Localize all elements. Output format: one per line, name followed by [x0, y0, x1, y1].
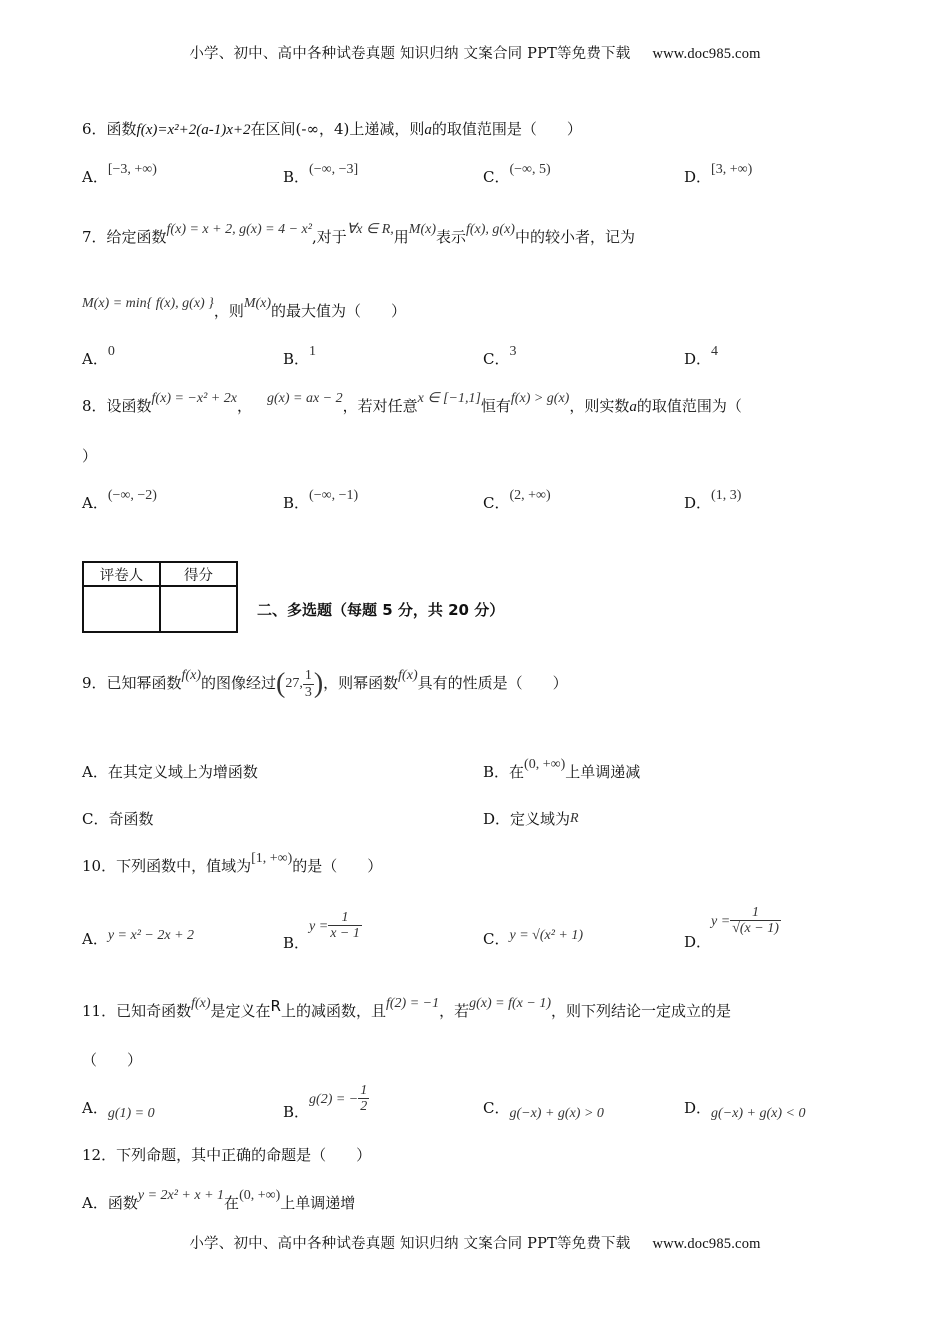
q11-option-a[interactable] [82, 1097, 155, 1121]
q10-option-c[interactable] [483, 928, 583, 949]
option-label: A． [82, 350, 108, 368]
q7-option-d[interactable] [684, 344, 719, 369]
score-table-score-cell[interactable] [160, 586, 237, 632]
q11-condition: f(2) = −1 [386, 996, 440, 1011]
score-table-score-header: 得分 [160, 562, 237, 586]
option-value: g(1) = 0 [107, 1106, 155, 1121]
q8-lead: 8．设函数 [82, 397, 152, 415]
q6-option-d[interactable] [684, 162, 753, 187]
question-11-close [82, 1049, 142, 1070]
q7-option-b[interactable] [283, 344, 317, 369]
option-label: B． [283, 350, 310, 368]
q7-text: 的最大值为（ ） [271, 302, 407, 320]
question-7-line2 [82, 296, 407, 321]
q6-var: a [424, 122, 432, 138]
q9-paren-left: ( [276, 668, 286, 699]
option-label: B． [283, 494, 310, 512]
option-math: y = 2x² + x + 1 [137, 1188, 225, 1203]
fraction-denominator: x − 1 [330, 926, 360, 942]
question-8-close [82, 445, 97, 466]
option-label: D． [684, 168, 712, 186]
q6-tail: 的取值范围是（ ） [431, 120, 582, 138]
q7-forall: ∀x ∈ R, [346, 222, 394, 237]
q8-f: f(x) = −x² + 2x [151, 391, 237, 406]
option-label: A． [82, 494, 108, 512]
q7-fg: f(x), g(x) [466, 222, 515, 237]
q7-funcs: f(x) = x + 2, g(x) = 4 − x² [166, 222, 312, 237]
option-value: 3 [509, 344, 517, 359]
q6-lead: 6．函数 [82, 120, 137, 138]
q6-option-a[interactable] [82, 162, 157, 187]
q10-lead: 10．下列函数中，值域为 [82, 857, 252, 875]
q7-M: M(x) [408, 222, 436, 237]
q10-option-b[interactable] [283, 910, 362, 952]
q9-text: ，则幂函数 [323, 674, 399, 692]
footer-text: 小学、初中、高中各种试卷真题 知识归纳 文案合同 PPT等免费下载 [189, 1236, 631, 1252]
q11-text: ，若 [439, 1002, 470, 1020]
option-text: 上单调递增 [280, 1194, 356, 1212]
option-value: (−∞, −1) [309, 488, 359, 503]
q9-lead: 9．已知幂函数 [82, 674, 182, 692]
q11-f: f(x) [191, 996, 211, 1011]
fraction-numerator: 1 [328, 910, 362, 926]
option-text: 函数 [107, 1194, 138, 1212]
option-value: 在其定义域上为增函数 [107, 763, 258, 781]
q9-paren-right: ) [313, 668, 324, 699]
option-label: C． [483, 494, 510, 512]
option-value: y = √(x² + 1) [509, 928, 584, 943]
q8-text: ， [236, 397, 252, 415]
option-label: A． [82, 168, 108, 186]
q8-g: g(x) = ax − 2 [266, 391, 343, 406]
q9-option-d[interactable] [483, 808, 579, 829]
q8-option-b[interactable] [283, 488, 359, 513]
q6-option-c[interactable] [483, 162, 551, 187]
q12-option-a[interactable] [82, 1188, 356, 1213]
q7-lead: 7．给定函数 [82, 228, 167, 246]
question-12 [82, 1144, 371, 1165]
q12-lead: 12．下列命题，其中正确的命题是（ ） [82, 1146, 372, 1164]
option-math: y = [711, 913, 731, 929]
option-text: 上单调递减 [565, 763, 641, 781]
option-text: 定义域为 [510, 810, 571, 828]
option-math: g(2) = − [309, 1091, 359, 1107]
q7-option-c[interactable] [483, 344, 517, 369]
question-9 [82, 668, 568, 700]
q9-option-a[interactable] [82, 761, 258, 782]
q8-ineq: f(x) > g(x) [510, 391, 570, 406]
option-label: C． [483, 1099, 510, 1117]
fraction-numerator: 1 [304, 668, 312, 684]
q8-option-c[interactable] [483, 488, 551, 513]
option-value: [3, +∞) [711, 162, 753, 177]
option-value: 0 [107, 344, 115, 359]
option-label: A． [82, 1194, 108, 1212]
q10-text: 的是（ ） [292, 857, 383, 875]
q6-function: f(x)=x²+2(a-1)x+2 [136, 122, 251, 138]
option-value: y = x² − 2x + 2 [107, 928, 195, 943]
q11-text: 上的减函数，且 [280, 1002, 386, 1020]
question-8 [82, 391, 742, 416]
option-label: A． [82, 763, 108, 781]
option-label: C． [483, 930, 510, 948]
q8-text: 的取值范围为（ [636, 397, 742, 415]
q8-option-a[interactable] [82, 488, 157, 513]
option-label: D． [684, 350, 712, 368]
q9-f2: f(x) [398, 668, 418, 683]
q11-R: R [270, 997, 281, 1015]
option-value: 4 [711, 344, 719, 359]
q10-option-d[interactable] [684, 905, 781, 951]
q8-option-d[interactable] [684, 488, 742, 513]
option-value: (2, +∞) [509, 488, 551, 503]
q9-option-c[interactable] [82, 808, 154, 829]
option-label: C． [483, 350, 510, 368]
q9-option-b[interactable] [483, 757, 641, 782]
fraction-numerator: 1 [360, 1083, 368, 1098]
q11-close: （ ） [82, 1051, 143, 1069]
option-math: (0, +∞) [239, 1188, 281, 1203]
q10-option-a[interactable] [82, 928, 194, 949]
q7-text: 表示 [435, 228, 466, 246]
option-value: 1 [309, 344, 317, 359]
option-math: (0, +∞) [524, 757, 566, 772]
q9-f: f(x) [181, 668, 201, 683]
option-value: [−3, +∞) [107, 162, 157, 177]
header-site[interactable]: www.doc985.com [652, 46, 761, 62]
question-6 [82, 118, 582, 139]
option-text: 在 [224, 1194, 240, 1212]
q11-text: 是定义在 [210, 1002, 271, 1020]
option-text: 在 [509, 763, 525, 781]
option-label: D． [684, 494, 712, 512]
q11-option-c[interactable] [483, 1097, 604, 1121]
option-label: B． [283, 933, 310, 952]
question-7 [82, 222, 635, 247]
header-text: 小学、初中、高中各种试卷真题 知识归纳 文案合同 PPT等免费下载 [189, 46, 631, 62]
option-math: y = [309, 918, 329, 934]
q11-b-fraction [358, 1083, 369, 1115]
q10-b-fraction [328, 910, 362, 942]
option-value: (−∞, −2) [107, 488, 157, 503]
option-label: B． [283, 1102, 310, 1121]
q8-domain: x ∈ [−1,1] [417, 391, 481, 406]
q7-option-a[interactable] [82, 344, 115, 369]
q11-option-b[interactable] [283, 1083, 369, 1121]
section-2-title: 二、多选题（每题 5 分，共 20 分） [257, 601, 505, 619]
option-value: g(−x) + g(x) < 0 [711, 1106, 806, 1121]
footer-site[interactable]: www.doc985.com [652, 1236, 761, 1252]
q7-M2: M(x) [243, 296, 272, 311]
q11-g: g(x) = f(x − 1) [469, 996, 551, 1011]
fraction-numerator: 1 [730, 905, 781, 921]
page-footer [0, 1232, 950, 1253]
q9-point-fraction [303, 668, 314, 700]
option-label: B． [483, 763, 510, 781]
question-10 [82, 851, 383, 876]
option-label: A． [82, 1099, 108, 1117]
option-value: g(−x) + g(x) > 0 [509, 1106, 604, 1121]
page-header [0, 42, 950, 63]
q8-text: 恒有 [480, 397, 511, 415]
q7-definition: M(x) = min{ f(x), g(x) } [82, 296, 214, 311]
q9-text: 具有的性质是（ ） [417, 674, 568, 692]
option-value: (−∞, 5) [509, 162, 551, 177]
question-11 [82, 996, 732, 1021]
fraction-denominator: √(x − 1) [732, 921, 779, 937]
option-label: B． [283, 168, 310, 186]
q11-lead: 11．已知奇函数 [82, 1002, 192, 1020]
q8-var: a [629, 399, 637, 415]
option-value: 奇函数 [108, 810, 154, 828]
q8-text: ，则实数 [569, 397, 630, 415]
q8-close: ） [82, 447, 98, 465]
q9-text: 的图像经过 [200, 674, 276, 692]
q7-text: ,对于 [311, 228, 347, 246]
option-label: A． [82, 930, 108, 948]
q10-d-fraction [730, 905, 781, 937]
option-label: D． [483, 810, 511, 828]
option-label: D． [684, 932, 712, 951]
option-label: C． [82, 810, 109, 828]
q6-option-b[interactable] [283, 162, 359, 187]
option-value: (−∞, −3] [309, 162, 359, 177]
q8-text: ，若对任意 [342, 397, 418, 415]
fraction-denominator: 3 [304, 684, 312, 700]
option-label: D． [684, 1099, 712, 1117]
score-table-grader-cell[interactable] [83, 586, 160, 632]
q11-option-d[interactable] [684, 1097, 806, 1121]
score-table [82, 561, 238, 633]
q7-text: 中的较小者，记为 [514, 228, 635, 246]
q10-range: [1, +∞) [251, 851, 293, 866]
fraction-denominator: 2 [360, 1099, 368, 1115]
q11-text: ，则下列结论一定成立的是 [551, 1002, 732, 1020]
q9-point-x: 27, [285, 676, 303, 691]
option-value: (1, 3) [711, 488, 742, 503]
score-table-grader-header: 评卷人 [83, 562, 160, 586]
q7-text: 用 [393, 228, 409, 246]
option-label: C． [483, 168, 510, 186]
option-math: R [570, 811, 579, 826]
q6-mid: 在区间(-∞，4)上递减，则 [250, 120, 425, 138]
q7-text: ，则 [213, 302, 244, 320]
